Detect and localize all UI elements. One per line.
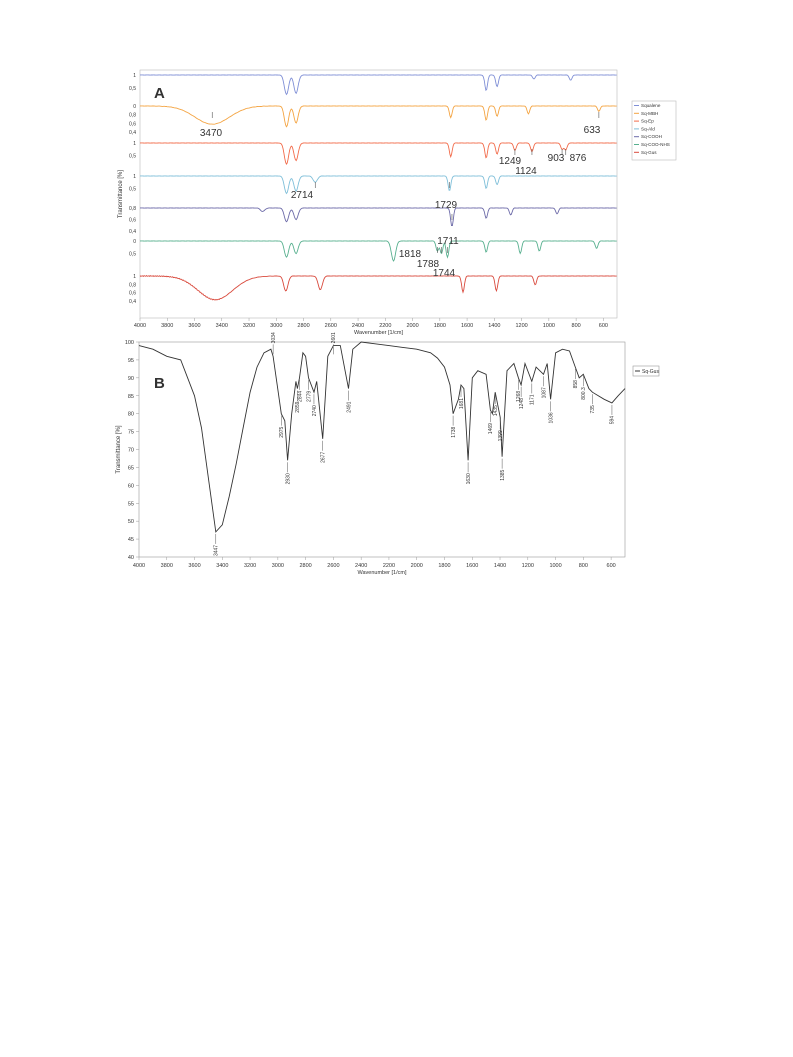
panel-a-legend-label: Sq-COOH <box>641 134 662 140</box>
panel-a-x-tick-label: 3600 <box>188 323 201 329</box>
panel-a-y-tick-label: 0,4 <box>129 130 136 136</box>
panel-b-x-tick-label: 1000 <box>549 563 562 569</box>
panel-a-x-tick-label: 1000 <box>542 323 555 329</box>
panel-b-plot-frame <box>139 342 625 557</box>
panel-a-legend-label: Sq-Gus <box>641 149 657 155</box>
panel-b-peak-label: 1630 <box>465 473 472 485</box>
panel-b-y-tick-label: 45 <box>127 537 134 544</box>
panel-a-series-line <box>140 143 617 164</box>
panel-a-chart <box>118 70 676 336</box>
panel-a-y-tick-label: 0 <box>133 104 136 110</box>
panel-a-x-tick-label: 3000 <box>270 323 283 329</box>
panel-b-peak-label: 2844 <box>297 390 304 402</box>
panel-a-x-tick-label: 2000 <box>406 323 419 329</box>
panel-b-peak-label: 3034 <box>270 332 277 344</box>
panel-a-series-line <box>140 276 617 300</box>
panel-a-annotation-label: 876 <box>569 153 587 164</box>
panel-b-x-tick-label: 3000 <box>271 563 284 569</box>
panel-b-peak-label: 1435 <box>492 405 499 417</box>
panel-b-peak-label: 2859 <box>295 401 302 413</box>
panel-a-x-tick-label: 1200 <box>515 323 528 329</box>
panel-a-annotation-label: 1124 <box>515 166 537 177</box>
panel-a-y-tick-label: 0,8 <box>129 282 136 289</box>
panel-b-x-tick-label: 3400 <box>216 563 229 569</box>
panel-b-peak-label: 594 <box>609 415 616 425</box>
panel-b-y-tick-label: 80 <box>127 411 134 418</box>
panel-b-y-tick-label: 100 <box>124 340 134 346</box>
panel-b-x-tick-label: 2000 <box>410 563 423 569</box>
panel-a-y-tick-label: 0 <box>133 239 136 245</box>
panel-b-peak-label: 2975 <box>279 426 286 438</box>
panel-b-peak-label: 1681 <box>458 398 465 410</box>
panel-b-peak-label: 858 <box>573 380 580 389</box>
panel-b-y-tick-label: 40 <box>127 555 134 561</box>
panel-a-annotation-label: 1711 <box>437 236 459 247</box>
panel-a-y-tick-label: 0,8 <box>129 206 136 212</box>
panel-a-x-tick-label: 3200 <box>242 323 256 329</box>
panel-a-y-tick-label: 0,5 <box>129 86 136 92</box>
panel-a-y-tick-label: 0,4 <box>129 229 136 235</box>
panel-b-y-tick-label: 85 <box>127 393 134 400</box>
panel-b-x-tick-label: 1200 <box>521 563 534 569</box>
panel-b-peak-label: 1087 <box>541 387 548 399</box>
panel-a-series-line <box>140 106 617 127</box>
panel-b-peak-label: 2601 <box>331 332 338 344</box>
panel-a-series-line <box>140 176 617 194</box>
panel-b-x-tick-label: 3800 <box>160 563 173 569</box>
panel-a-label: A <box>154 85 165 102</box>
panel-a-legend-label: Sq-MBH <box>641 110 659 116</box>
panel-a-y-tick-label: 0,8 <box>129 112 136 119</box>
panel-b-y-tick-label: 55 <box>127 501 134 508</box>
panel-b-x-axis-label: Wavenumber [1/cm] <box>357 570 407 576</box>
panel-b-x-tick-label: 600 <box>606 563 616 569</box>
panel-a-x-tick-label: 800 <box>571 323 581 329</box>
panel-a-y-tick-label: 1 <box>133 141 136 147</box>
panel-a-x-tick-label: 3800 <box>161 323 174 329</box>
panel-a-series-line <box>140 75 617 95</box>
panel-b-x-tick-label: 4000 <box>132 563 146 569</box>
panel-b-peak-label: 800.3 <box>581 387 588 400</box>
panel-b-x-tick-label: 2800 <box>299 563 312 569</box>
panel-b-series-line <box>139 342 625 532</box>
panel-b-y-tick-label: 50 <box>127 519 134 526</box>
panel-b-y-tick-label: 70 <box>127 447 134 454</box>
panel-a-y-tick-label: 1 <box>133 73 136 79</box>
panel-b-x-tick-label: 1600 <box>466 563 479 569</box>
panel-a-y-tick-label: 0,6 <box>129 217 136 224</box>
panel-b-peak-label: 2491 <box>346 401 353 413</box>
panel-b-label: B <box>154 375 165 392</box>
panel-b-peak-label: 1248 <box>518 398 525 410</box>
panel-a-x-tick-label: 600 <box>598 323 608 329</box>
panel-a-y-tick-label: 0,5 <box>129 153 136 160</box>
panel-a-series-line <box>140 208 617 226</box>
panel-b-legend-label: Sq-Gus <box>642 368 659 375</box>
panel-b-peak-label: 3447 <box>213 544 220 557</box>
panel-a-series-line <box>140 241 617 261</box>
panel-b-y-tick-label: 65 <box>127 465 134 472</box>
panel-b-y-tick-label: 90 <box>127 375 134 382</box>
panel-a-annotation-label: 2714 <box>290 190 314 201</box>
panel-b-chart <box>116 332 659 576</box>
panel-a-y-tick-label: 0,4 <box>129 299 136 305</box>
panel-b-peak-label: 1268 <box>516 390 523 402</box>
panel-b-x-tick-label: 800 <box>578 563 588 569</box>
panel-b-peak-label: 1738 <box>450 426 457 438</box>
panel-a-x-tick-label: 4000 <box>133 323 147 329</box>
panel-a-x-tick-label: 3400 <box>215 323 228 329</box>
panel-b-x-tick-label: 2600 <box>327 563 340 569</box>
panel-b-y-axis-label: Transmittance [%] <box>116 425 122 474</box>
panel-a-x-axis-label: Wavenumber [1/cm] <box>353 330 404 336</box>
panel-a-y-tick-label: 0,6 <box>129 121 136 128</box>
panel-a-annotation-label: 1744 <box>432 268 456 279</box>
panel-b-y-tick-label: 95 <box>127 357 134 364</box>
panel-a-y-axis-label: Transmittance [%] <box>118 169 124 219</box>
panel-a-annotation-label: 903 <box>547 153 565 164</box>
panel-b-x-tick-label: 2200 <box>382 563 396 569</box>
panel-a-y-tick-label: 0,5 <box>129 186 136 193</box>
panel-a-x-tick-label: 1400 <box>488 323 501 329</box>
panel-a-x-tick-label: 2200 <box>379 323 392 329</box>
panel-a-x-tick-label: 2400 <box>351 323 365 329</box>
panel-b-peak-label: 1385 <box>499 469 506 481</box>
panel-b-peak-label: 2930 <box>285 473 292 485</box>
panel-b-y-tick-label: 60 <box>127 483 134 490</box>
panel-b-peak-label: 1399 <box>497 430 504 442</box>
panel-b-peak-label: 2779 <box>306 390 313 402</box>
panel-b-peak-label: 1469 <box>488 423 495 435</box>
panel-b-peak-label: 1171 <box>529 394 536 406</box>
panel-b-x-tick-label: 3600 <box>188 563 201 569</box>
panel-b-peak-label: 1036 <box>548 412 555 424</box>
panel-b-x-tick-label: 3200 <box>243 563 257 569</box>
panel-a-legend-label: Sq-Ald <box>641 126 655 132</box>
panel-a-annotation-label: 1729 <box>434 200 458 211</box>
panel-a-x-tick-label: 2800 <box>297 323 310 329</box>
panel-a-y-tick-label: 1 <box>133 274 136 280</box>
panel-a-y-tick-label: 0,6 <box>129 290 136 297</box>
panel-a-annotation-label: 3470 <box>199 128 223 139</box>
panel-a-plot-frame <box>140 70 617 318</box>
panel-a-y-tick-label: 0,5 <box>129 251 136 258</box>
panel-a-annotation-label: 1818 <box>398 249 422 260</box>
panel-b-y-tick-label: 75 <box>127 429 134 436</box>
panel-a-annotation-label: 633 <box>583 125 601 136</box>
panel-a-legend-label: Sq-Ep <box>641 118 654 124</box>
panel-a-annotation-label: 1788 <box>416 259 440 270</box>
panel-a-x-tick-label: 2600 <box>324 323 337 329</box>
panel-b-peak-label: 2677 <box>320 451 327 463</box>
panel-a-legend-label: Sq-COO-NHS <box>641 142 670 147</box>
panel-b-x-tick-label: 2400 <box>355 563 368 569</box>
panel-a-legend-label: Squalene <box>641 103 661 108</box>
panel-a-annotation-label: 1249 <box>498 156 522 167</box>
panel-a-x-tick-label: 1600 <box>460 323 474 329</box>
panel-b-x-tick-label: 1400 <box>493 563 507 569</box>
panel-b-x-tick-label: 1800 <box>438 563 451 569</box>
panel-b-peak-label: 735 <box>590 405 597 414</box>
panel-b-peak-label: 2740 <box>311 405 318 417</box>
panel-a-y-tick-label: 1 <box>133 174 136 180</box>
panel-a-x-tick-label: 1800 <box>433 323 446 329</box>
